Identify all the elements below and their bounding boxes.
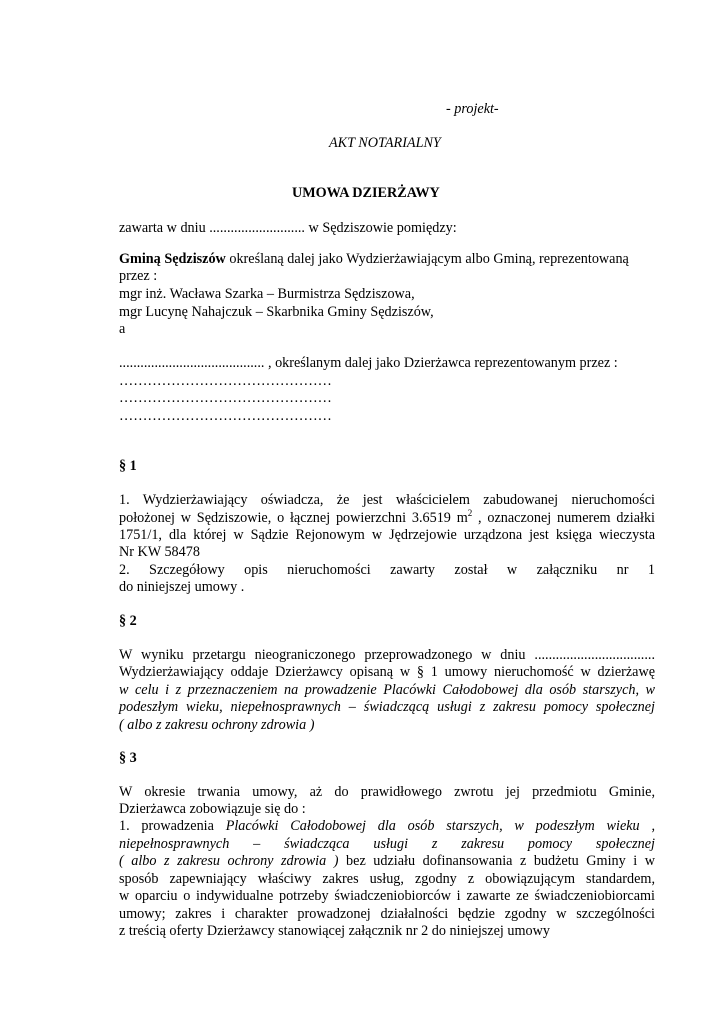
section-3-line-2: Dzierżawca zobowiązuje się do : [119, 801, 306, 817]
section-3-line-9: z treścią oferty Dzierżawcy stanowiącej załącznik nr 2 do niniejszej umowy [119, 923, 550, 939]
s1-l2-part-a: położonej w Sędziszowie, o łącznej powierzchni 3.6519 m [119, 510, 468, 526]
document-title: UMOWA DZIERŻAWY [292, 185, 440, 201]
section-2-line-5: ( albo z zakresu ochrony zdrowia ) [119, 717, 315, 733]
gmina-name: Gminą Sędziszów [119, 251, 226, 267]
representative-1: mgr inż. Wacława Szarka – Burmistrza Sędziszowa, [119, 286, 415, 302]
intro-przez: przez : [119, 268, 158, 284]
section-1-line-3: 1751/1, dla której w Sądzie Rejonowym w Jędrzejowie urządzona jest księga wieczysta [119, 527, 655, 543]
s3-l5-part-a: ( albo z zakresu ochrony zdrowia ) [119, 853, 339, 869]
intro-zawarta: zawarta w dniu ........................... w Sędziszowie pomiędzy: [119, 220, 457, 236]
section-3-line-8: umowy; zakres i charakter prowadzonej działalności będzie zgodny w szczególności [119, 906, 655, 922]
s3-l5-part-b: bez udziału dofinansowania z budżetu Gminy i w [338, 853, 655, 869]
section-3-line-1: W okresie trwania umowy, aż do prawidłowego zwrotu jej przedmiotu Gminie, [119, 784, 655, 800]
intro-gmina-line [119, 251, 655, 268]
s3-l3-part-a: 1. prowadzenia [119, 818, 226, 834]
dots-line-3: ……………………………………… [119, 408, 332, 424]
section-1-line-1: 1. Wydzierżawiający oświadcza, że jest właścicielem zabudowanej nieruchomości [119, 492, 655, 508]
dots-line-1: ……………………………………… [119, 373, 332, 389]
section-3-line-6: sposób zapewniający właściwy zakres usług, zgodny z obowiązującym standardem, [119, 871, 655, 887]
section-3-line-7: w oparciu o indywidualne potrzeby świadczeniobiorców i zawarte ze świadczeniobiorcami [119, 888, 655, 904]
s1-l2-part-b: , oznaczonej numerem działki [472, 510, 655, 526]
projekt-label: - projekt- [446, 101, 499, 117]
section-3-line-3 [119, 818, 655, 835]
section-2-heading: § 2 [119, 613, 137, 629]
section-1-heading: § 1 [119, 458, 137, 474]
section-1-line-4: Nr KW 58478 [119, 544, 200, 560]
section-2-line-2: Wydzierżawiający oddaje Dzierżawcy opisaną w § 1 umowy nieruchomość w dzierżawę [119, 664, 655, 680]
section-1-line-5: 2. Szczegółowy opis nieruchomości zawarty został w załączniku nr 1 [119, 562, 655, 578]
section-3-heading: § 3 [119, 750, 137, 766]
section-3-line-5 [119, 853, 655, 870]
section-2-line-1: W wyniku przetargu nieograniczonego przeprowadzonego w dniu .................................. [119, 647, 655, 663]
dots-line-2: ……………………………………… [119, 390, 332, 406]
akt-notarialny-label: AKT NOTARIALNY [329, 135, 441, 151]
section-3-line-4: niepełnosprawnych – świadcząca usługi z zakresu pomocy społecznej [119, 836, 655, 852]
square-meter-sup: 2 [467, 508, 473, 518]
s3-l3-part-b: Placówki Całodobowej dla osób starszych, w podeszłym wieku , [225, 818, 655, 834]
section-2-line-3: w celu i z przeznaczeniem na prowadzenie Placówki Całodobowej dla osób starszych, w [119, 682, 655, 698]
section-1-line-6: do niniejszej umowy . [119, 579, 245, 595]
section-2-line-4: podeszłym wieku, niepełnosprawnych – świadczącą usługi z zakresu pomocy społecznej [119, 699, 655, 715]
intro-a: a [119, 321, 126, 337]
gmina-rest: określaną dalej jako Wydzierżawiającym albo Gminą, reprezentowaną [225, 251, 629, 267]
dzierzawca-line: ......................................... , określanym dalej jako Dzierżawca reprezentowanym przez : [119, 355, 618, 371]
representative-2: mgr Lucynę Nahajczuk – Skarbnika Gminy Sędziszów, [119, 304, 434, 320]
section-1-line-2 [119, 510, 655, 527]
